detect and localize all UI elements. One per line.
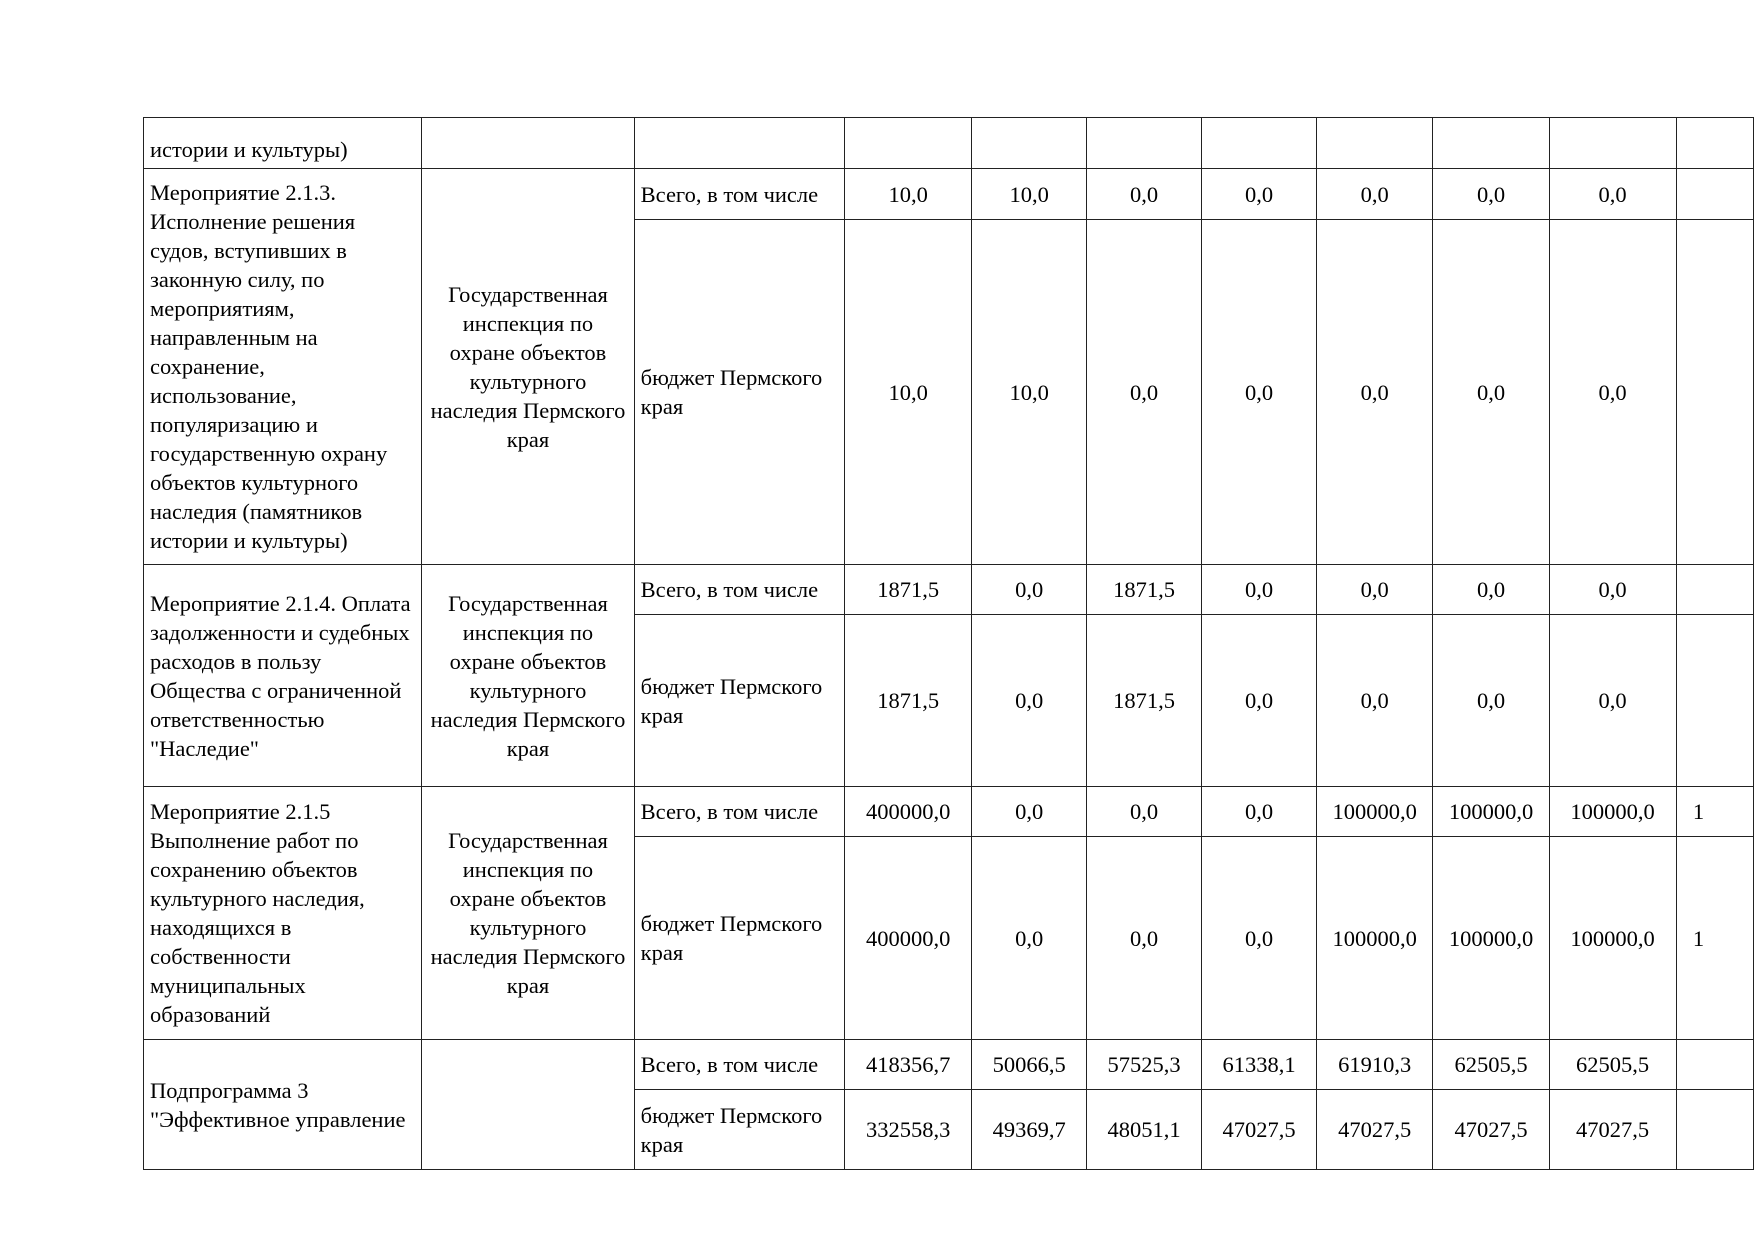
value-year: 0,0 [1433,220,1549,565]
cut-off-cell [1676,1090,1753,1170]
value-total: 10,0 [845,220,972,565]
empty-cell [845,118,972,169]
value-year: 0,0 [1202,565,1317,615]
value-total: 1871,5 [845,565,972,615]
source-cell: Всего, в том числе [634,787,845,837]
value-year: 62505,5 [1549,1040,1676,1090]
value-year: 0,0 [1433,169,1549,220]
cut-off-cell [1676,1040,1753,1090]
cut-off-cell [1676,787,1753,837]
financing-table [143,117,1754,1170]
value-total: 10,0 [845,169,972,220]
activity-name-cell [144,787,422,1040]
empty-cell [1202,118,1317,169]
value-year: 0,0 [1317,565,1433,615]
responsible-text: Государственная инспекция по охране объектов культурного наследия Пермского края [430,590,626,761]
continuation-row [144,118,1754,169]
table-row [144,787,1754,837]
value-year: 49369,7 [972,1090,1087,1170]
value-year: 10,0 [972,220,1087,565]
value-year: 100000,0 [1317,787,1433,837]
source-cell: бюджет Пермского края [634,837,845,1040]
value-year: 0,0 [972,565,1087,615]
source-cell: бюджет Пермского края [634,220,845,565]
value-year: 1871,5 [1087,565,1202,615]
value-year: 0,0 [1202,220,1317,565]
source-cell: бюджет Пермского края [634,615,845,787]
value-year: 10,0 [972,169,1087,220]
value-year: 0,0 [1549,220,1676,565]
cut-off-cell [1676,220,1753,565]
value-total: 400000,0 [845,837,972,1040]
value-year: 0,0 [972,837,1087,1040]
cut-off-value: 1 [1692,799,1705,824]
value-total: 418356,7 [845,1040,972,1090]
empty-cell [972,118,1087,169]
activity-name: Мероприятие 2.1.3. Исполнение решения судов, вступивших в законную силу, по мероприятиям, направленным на сохранение, использование, популяризацию и государственную охрану объектов культурного наследия (памятников истории и культуры) [150,180,388,553]
value-year: 0,0 [1087,787,1202,837]
subprogram-name: Подпрограмма 3 "Эффективное управление [150,1077,406,1132]
cut-off-cell [1676,837,1753,1040]
value-year: 0,0 [1549,615,1676,787]
value-year: 100000,0 [1549,787,1676,837]
source-cell: Всего, в том числе [634,565,845,615]
empty-cell [1433,118,1549,169]
empty-cell [1549,118,1676,169]
value-year: 0,0 [1317,615,1433,787]
empty-cell [1087,118,1202,169]
activity-name: Мероприятие 2.1.4. Оплата задолженности и судебных расходов в пользу Общества с ограниченной ответственностью "Наследие" [150,590,411,761]
value-year: 48051,1 [1087,1090,1202,1170]
value-year: 0,0 [1087,220,1202,565]
responsible-cell [422,169,634,565]
cut-off-cell [1676,615,1753,787]
empty-cell [1317,118,1433,169]
value-year: 0,0 [1202,787,1317,837]
responsible-text: Государственная инспекция по охране объектов культурного наследия Пермского края [430,281,626,452]
value-total: 332558,3 [845,1090,972,1170]
value-year: 47027,5 [1317,1090,1433,1170]
value-year: 0,0 [1549,565,1676,615]
value-year: 0,0 [1087,837,1202,1040]
value-year: 0,0 [1317,220,1433,565]
cut-off-value: 1 [1692,925,1705,951]
value-year: 0,0 [972,787,1087,837]
subprogram-name-cell [144,1040,422,1170]
value-year: 62505,5 [1433,1040,1549,1090]
value-year: 0,0 [1433,565,1549,615]
value-year: 0,0 [1087,169,1202,220]
value-year: 47027,5 [1433,1090,1549,1170]
responsible-cell [422,787,634,1040]
value-year: 50066,5 [972,1040,1087,1090]
value-total: 1871,5 [845,615,972,787]
responsible-cell [422,565,634,787]
activity-name-cell [144,565,422,787]
cut-off-cell [1676,169,1753,220]
value-year: 100000,0 [1433,837,1549,1040]
value-year: 100000,0 [1317,837,1433,1040]
value-year: 100000,0 [1433,787,1549,837]
table-row [144,169,1754,220]
value-year: 0,0 [1202,837,1317,1040]
empty-cell [634,118,845,169]
value-year: 0,0 [1202,169,1317,220]
responsible-text: Государственная инспекция по охране объектов культурного наследия Пермского края [430,828,626,998]
continuation-name-cell [144,118,422,169]
table-row [144,565,1754,615]
empty-cell [1676,118,1753,169]
value-year: 0,0 [1317,169,1433,220]
value-total: 400000,0 [845,787,972,837]
source-cell: бюджет Пермского края [634,1090,845,1170]
value-year: 0,0 [972,615,1087,787]
empty-cell [422,118,634,169]
value-year: 0,0 [1549,169,1676,220]
value-year: 47027,5 [1202,1090,1317,1170]
activity-name: Мероприятие 2.1.5 Выполнение работ по сохранению объектов культурного наследия, находящихся в собственности муниципальных образований [150,799,365,1027]
responsible-cell [422,1040,634,1170]
value-year: 61910,3 [1317,1040,1433,1090]
value-year: 61338,1 [1202,1040,1317,1090]
source-cell: Всего, в том числе [634,169,845,220]
cut-off-cell [1676,565,1753,615]
value-year: 0,0 [1433,615,1549,787]
activity-name-cell [144,169,422,565]
value-year: 57525,3 [1087,1040,1202,1090]
value-year: 47027,5 [1549,1090,1676,1170]
table-row [144,1040,1754,1090]
source-cell: Всего, в том числе [634,1040,845,1090]
value-year: 1871,5 [1087,615,1202,787]
value-year: 100000,0 [1549,837,1676,1040]
continuation-text: истории и культуры) [150,136,348,162]
value-year: 0,0 [1202,615,1317,787]
